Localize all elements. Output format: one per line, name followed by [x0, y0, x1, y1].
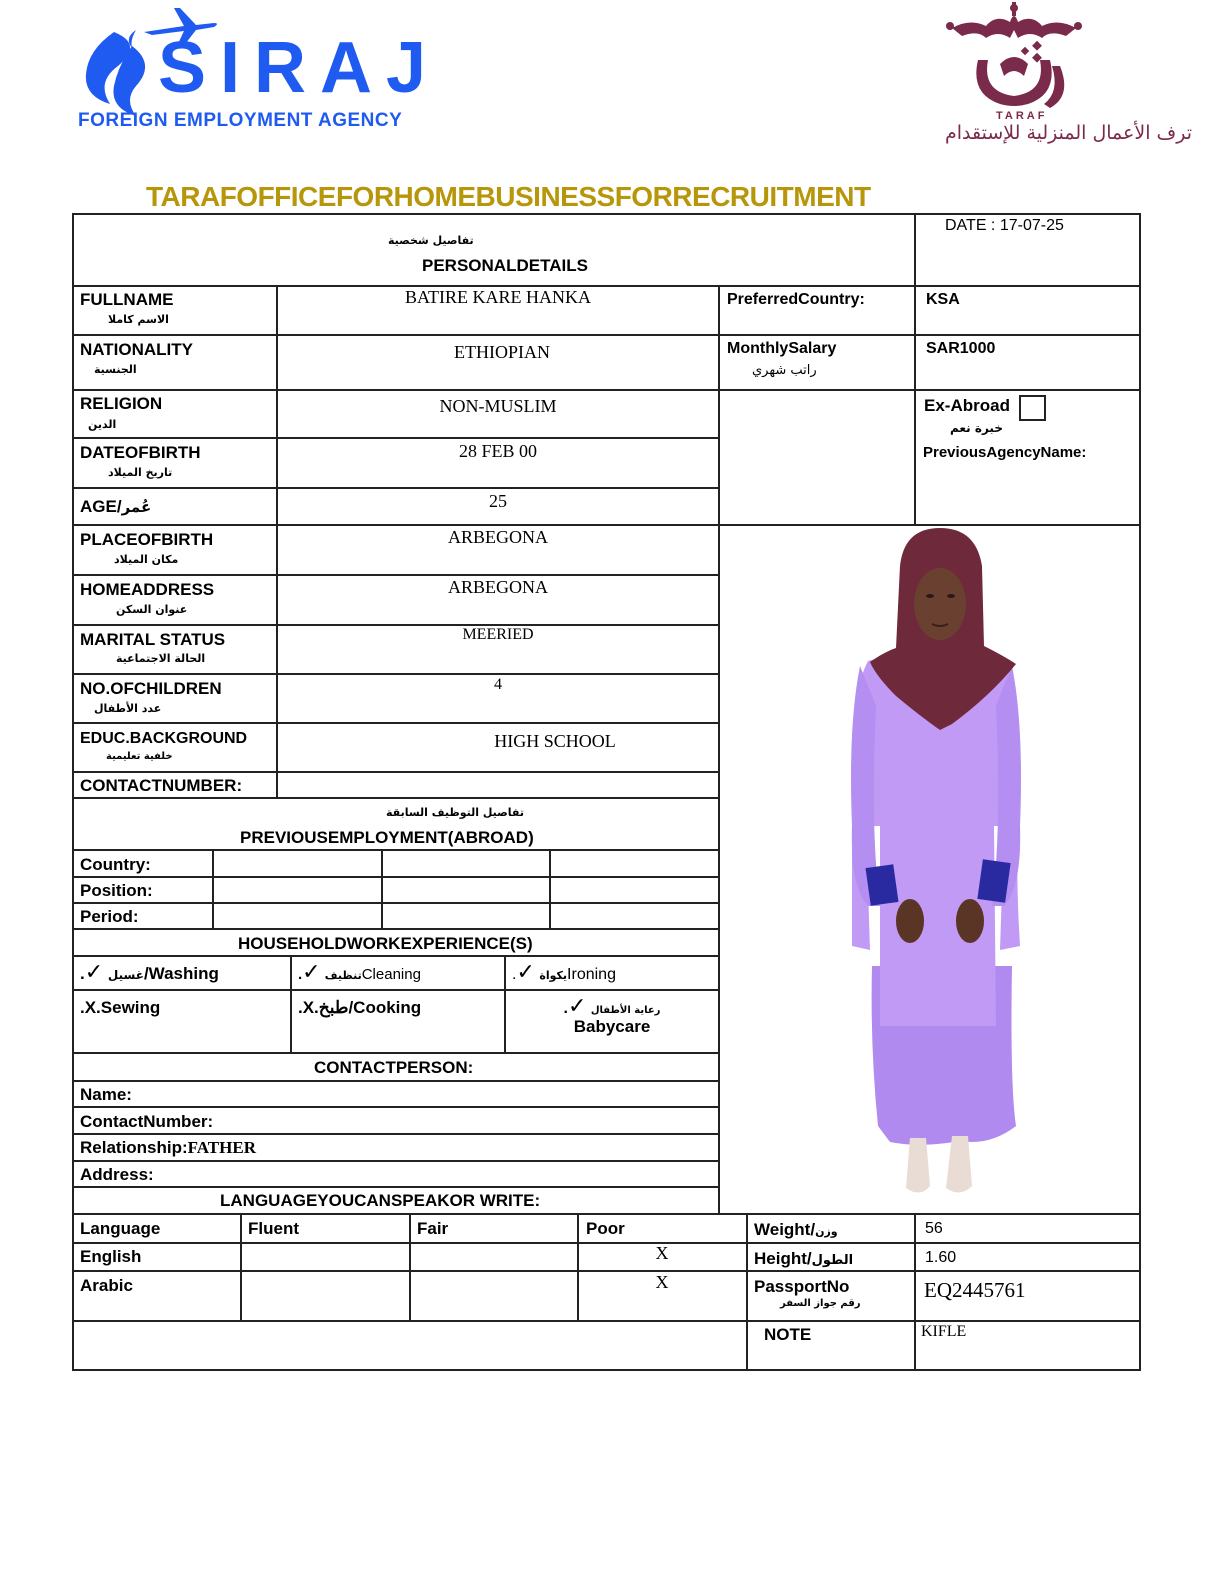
children-arabic: عدد الأطفال: [94, 702, 162, 715]
note-label: NOTE: [764, 1325, 812, 1344]
preferred-country-value: KSA: [926, 291, 960, 308]
height-value: 1.60: [925, 1249, 957, 1266]
preferred-country-label: PreferredCountry:: [727, 291, 865, 308]
cleaning-check-icon: ✓: [302, 960, 321, 985]
fullname-value: BATIRE KARE HANKA: [405, 287, 591, 307]
ex-abroad-checkbox[interactable]: [1019, 395, 1046, 421]
applicant-photo-figure: [720, 526, 1139, 1213]
previous-employment-heading: PREVIOUSEMPLOYMENT(ABROAD): [240, 828, 534, 847]
babycare-label: Babycare: [573, 1017, 651, 1036]
siraj-tagline: FOREIGN EMPLOYMENT AGENCY: [78, 110, 403, 131]
age-value: 25: [489, 491, 507, 511]
monthly-salary-arabic: راتب شهري: [752, 363, 817, 378]
religion-label: RELIGION: [80, 394, 163, 413]
babycare-arabic: رعاية الأطفال: [590, 1005, 661, 1016]
height-label: [754, 1249, 853, 1269]
taraf-wordmark: TARAF: [996, 110, 1048, 122]
lang-english-poor: X: [655, 1243, 669, 1263]
form-date: DATE : 17-07-25: [945, 217, 1064, 234]
taraf-arabic-name: ترف الأعمال المنزلية للإستقدام: [945, 122, 1192, 144]
nationality-value: ETHIOPIAN: [454, 342, 550, 362]
contact-address-label: Address:: [80, 1165, 154, 1184]
religion-arabic: الدين: [88, 418, 117, 431]
fullname-arabic: الاسم كاملا: [108, 313, 169, 326]
fullname-label: FULLNAME: [80, 290, 174, 309]
previous-agency-label: PreviousAgencyName:: [923, 444, 1087, 461]
skill-cooking: [298, 998, 421, 1018]
monthly-salary-label: MonthlySalary: [727, 340, 837, 357]
children-label: NO.OFCHILDREN: [80, 679, 222, 698]
age-label-text: AGE/: [80, 497, 122, 516]
children-value: 4: [494, 676, 502, 693]
education-label: EDUC.BACKGROUND: [80, 730, 248, 747]
personal-details-arabic: تفاصيل شخصية: [388, 234, 474, 247]
cooking-label: /Cooking: [348, 998, 422, 1017]
date-of-birth-arabic: تاريخ الميلاد: [108, 466, 173, 479]
date-of-birth-label: DATEOFBIRTH: [80, 443, 201, 462]
cooking-arabic: .X.طبخ: [298, 998, 349, 1017]
weight-arabic: وزن: [815, 1225, 838, 1238]
marital-status-arabic: الحالة الاجتماعية: [116, 652, 206, 665]
cleaning-arabic: تنظيف: [324, 969, 362, 982]
lang-header-fluent: Fluent: [248, 1219, 299, 1238]
home-address-arabic: عنوان السكن: [116, 603, 188, 616]
marital-status-label: MARITAL STATUS: [80, 630, 226, 649]
weight-value: 56: [925, 1220, 943, 1237]
passport-value: EQ2445761: [924, 1278, 1026, 1302]
age-arabic: عُمر: [121, 498, 152, 516]
ironing-arabic: يكواة: [539, 969, 568, 982]
ironing-check-icon: ✓: [516, 960, 535, 985]
page-title: TARAFOFFICEFORHOMEBUSINESSFORRECRUITMENT: [146, 181, 871, 212]
place-of-birth-label: PLACEOFBIRTH: [80, 530, 214, 549]
place-of-birth-arabic: مكان الميلاد: [114, 553, 179, 566]
skill-sewing: .X.Sewing: [80, 998, 161, 1017]
nationality-arabic: الجنسية: [94, 363, 137, 376]
home-address-value: ARBEGONA: [447, 577, 548, 597]
babycare-check-icon: ✓: [567, 994, 587, 1019]
height-arabic: الطول: [811, 1253, 854, 1268]
languages-heading: LANGUAGEYOUCANSPEAKOR WRITE:: [220, 1191, 541, 1210]
contact-name-label: Name:: [80, 1085, 132, 1104]
crown-icon: [930, 0, 1100, 120]
weight-label: [754, 1220, 838, 1240]
relationship-label: Relationship:: [80, 1138, 188, 1157]
cleaning-label: Cleaning: [361, 966, 421, 983]
personal-details-heading: PERSONALDETAILS: [422, 256, 588, 275]
ironing-label: Ironing: [567, 966, 616, 983]
height-label-text: Height/: [754, 1249, 812, 1268]
household-heading: HOUSEHOLDWORKEXPERIENCE(S): [238, 934, 533, 953]
taraf-logo: [830, 0, 1195, 150]
education-value: HIGH SCHOOL: [494, 731, 616, 751]
passport-arabic: رقم جواز السفر: [780, 1298, 861, 1309]
passport-label: PassportNo: [754, 1277, 850, 1296]
prev-period-label: Period:: [80, 907, 139, 926]
lang-header-fair: Fair: [417, 1219, 449, 1238]
prev-country-label: Country:: [80, 855, 151, 874]
applicant-photo: [720, 526, 1139, 1213]
lang-arabic: Arabic: [80, 1276, 133, 1295]
washing-arabic: غسيل: [107, 968, 144, 982]
note-value: KIFLE: [921, 1323, 967, 1340]
lang-english: English: [80, 1247, 142, 1266]
nationality-label: NATIONALITY: [80, 340, 194, 359]
weight-label-text: Weight/: [754, 1220, 816, 1239]
contact-relationship: [80, 1138, 256, 1158]
lang-header-language: Language: [80, 1219, 161, 1238]
education-arabic: خلفية تعليمية: [106, 751, 173, 762]
relationship-value: FATHER: [187, 1138, 256, 1157]
contact-number-label: CONTACTNUMBER:: [80, 776, 243, 795]
lang-header-poor: Poor: [586, 1219, 625, 1238]
religion-value: NON-MUSLIM: [439, 396, 557, 416]
contact-phone-label: ContactNumber:: [80, 1112, 214, 1131]
home-address-label: HOMEADDRESS: [80, 580, 215, 599]
place-of-birth-value: ARBEGONA: [447, 527, 548, 547]
washing-label: /Washing: [143, 964, 219, 983]
age-label: [80, 497, 151, 517]
ex-abroad-arabic: خبرة نعم: [950, 421, 1003, 435]
ex-abroad-label: Ex-Abroad: [924, 396, 1010, 415]
previous-employment-arabic: تفاصيل التوظيف السابقة: [386, 806, 524, 819]
skill-ironing: .✓ يكواةIroning: [512, 960, 616, 985]
lang-arabic-poor: X: [655, 1272, 669, 1292]
contact-person-heading: CONTACTPERSON:: [314, 1058, 474, 1077]
marital-status-value: MEERIED: [462, 626, 534, 643]
skill-washing: .✓ غسيل/Washing: [80, 960, 219, 985]
siraj-logo: [74, 4, 441, 134]
date-of-birth-value: 28 FEB 00: [458, 441, 537, 461]
prev-position-label: Position:: [80, 881, 153, 900]
skill-babycare: .✓ رعاية الأطفال Babycare: [505, 994, 719, 1037]
monthly-salary-value: SAR1000: [926, 340, 996, 357]
skill-cleaning: .✓ تنظيفCleaning: [298, 960, 421, 985]
washing-check-icon: ✓: [84, 960, 104, 985]
siraj-wordmark: SIRAJ: [158, 28, 441, 108]
